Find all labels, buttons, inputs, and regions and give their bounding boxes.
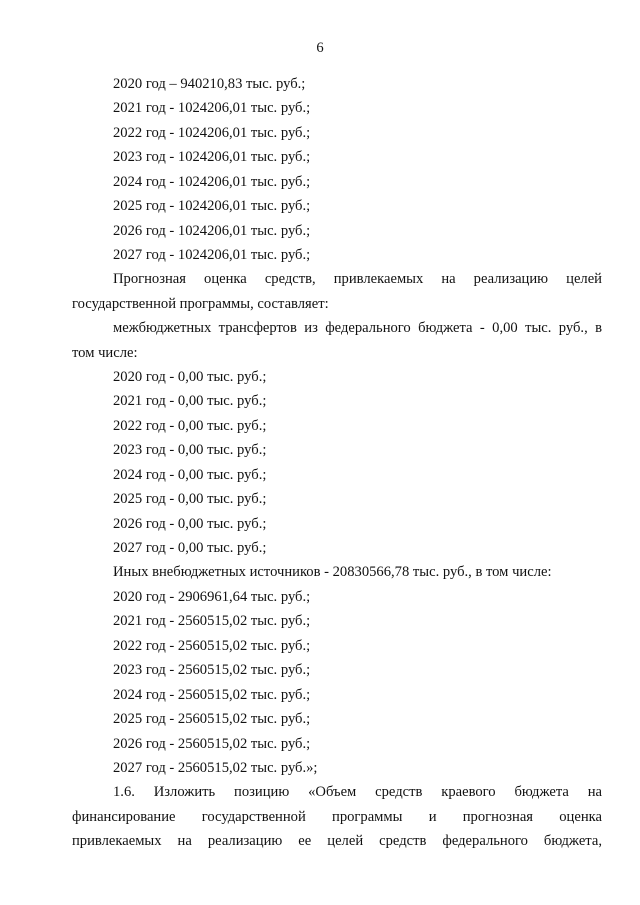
- forecast-paragraph-line: государственной программы, составляет:: [72, 296, 329, 312]
- year-amount-line: 2027 год - 1024206,01 тыс. руб.;: [113, 247, 311, 263]
- transfers-paragraph-line: межбюджетных трансфертов из федерального бюджета - 0,00 тыс. руб., в: [113, 320, 602, 336]
- year-amount-line: 2027 год - 0,00 тыс. руб.;: [113, 540, 267, 556]
- year-amount-line: 2026 год - 1024206,01 тыс. руб.;: [113, 223, 311, 239]
- year-amount-line: 2022 год - 1024206,01 тыс. руб.;: [113, 125, 311, 141]
- item-1-6-line: 1.6. Изложить позицию «Объем средств краевого бюджета на: [113, 784, 602, 800]
- year-amount-line: 2021 год - 2560515,02 тыс. руб.;: [113, 613, 311, 629]
- year-amount-line: 2024 год - 0,00 тыс. руб.;: [113, 467, 267, 483]
- year-amount-line: 2022 год - 0,00 тыс. руб.;: [113, 418, 267, 434]
- year-amount-line: 2020 год - 0,00 тыс. руб.;: [113, 369, 267, 385]
- year-amount-line: 2023 год - 0,00 тыс. руб.;: [113, 442, 267, 458]
- other-sources-heading: Иных внебюджетных источников - 20830566,78 тыс. руб., в том числе:: [113, 564, 552, 580]
- year-amount-line: 2024 год - 2560515,02 тыс. руб.;: [113, 687, 311, 703]
- year-amount-line: 2022 год - 2560515,02 тыс. руб.;: [113, 638, 311, 654]
- year-amount-line: 2020 год – 940210,83 тыс. руб.;: [113, 76, 306, 92]
- year-amount-line: 2024 год - 1024206,01 тыс. руб.;: [113, 174, 311, 190]
- year-amount-line: 2025 год - 2560515,02 тыс. руб.;: [113, 711, 311, 727]
- year-amount-line: 2026 год - 0,00 тыс. руб.;: [113, 516, 267, 532]
- page-number: 6: [316, 40, 324, 56]
- year-amount-line: 2025 год - 0,00 тыс. руб.;: [113, 491, 267, 507]
- year-amount-line: 2021 год - 0,00 тыс. руб.;: [113, 393, 267, 409]
- year-amount-line: 2026 год - 2560515,02 тыс. руб.;: [113, 736, 311, 752]
- year-amount-line: 2025 год - 1024206,01 тыс. руб.;: [113, 198, 311, 214]
- item-1-6-line: финансирование государственной программы и прогнозная оценка: [72, 809, 602, 825]
- year-amount-line: 2027 год - 2560515,02 тыс. руб.»;: [113, 760, 318, 776]
- year-amount-line: 2021 год - 1024206,01 тыс. руб.;: [113, 100, 311, 116]
- year-amount-line: 2023 год - 1024206,01 тыс. руб.;: [113, 149, 311, 165]
- year-amount-line: 2020 год - 2906961,64 тыс. руб.;: [113, 589, 311, 605]
- transfers-paragraph-line: том числе:: [72, 345, 138, 361]
- forecast-paragraph-line: Прогнозная оценка средств, привлекаемых на реализацию целей: [113, 271, 602, 287]
- year-amount-line: 2023 год - 2560515,02 тыс. руб.;: [113, 662, 311, 678]
- item-1-6-line: привлекаемых на реализацию ее целей средств федерального бюджета,: [72, 833, 602, 849]
